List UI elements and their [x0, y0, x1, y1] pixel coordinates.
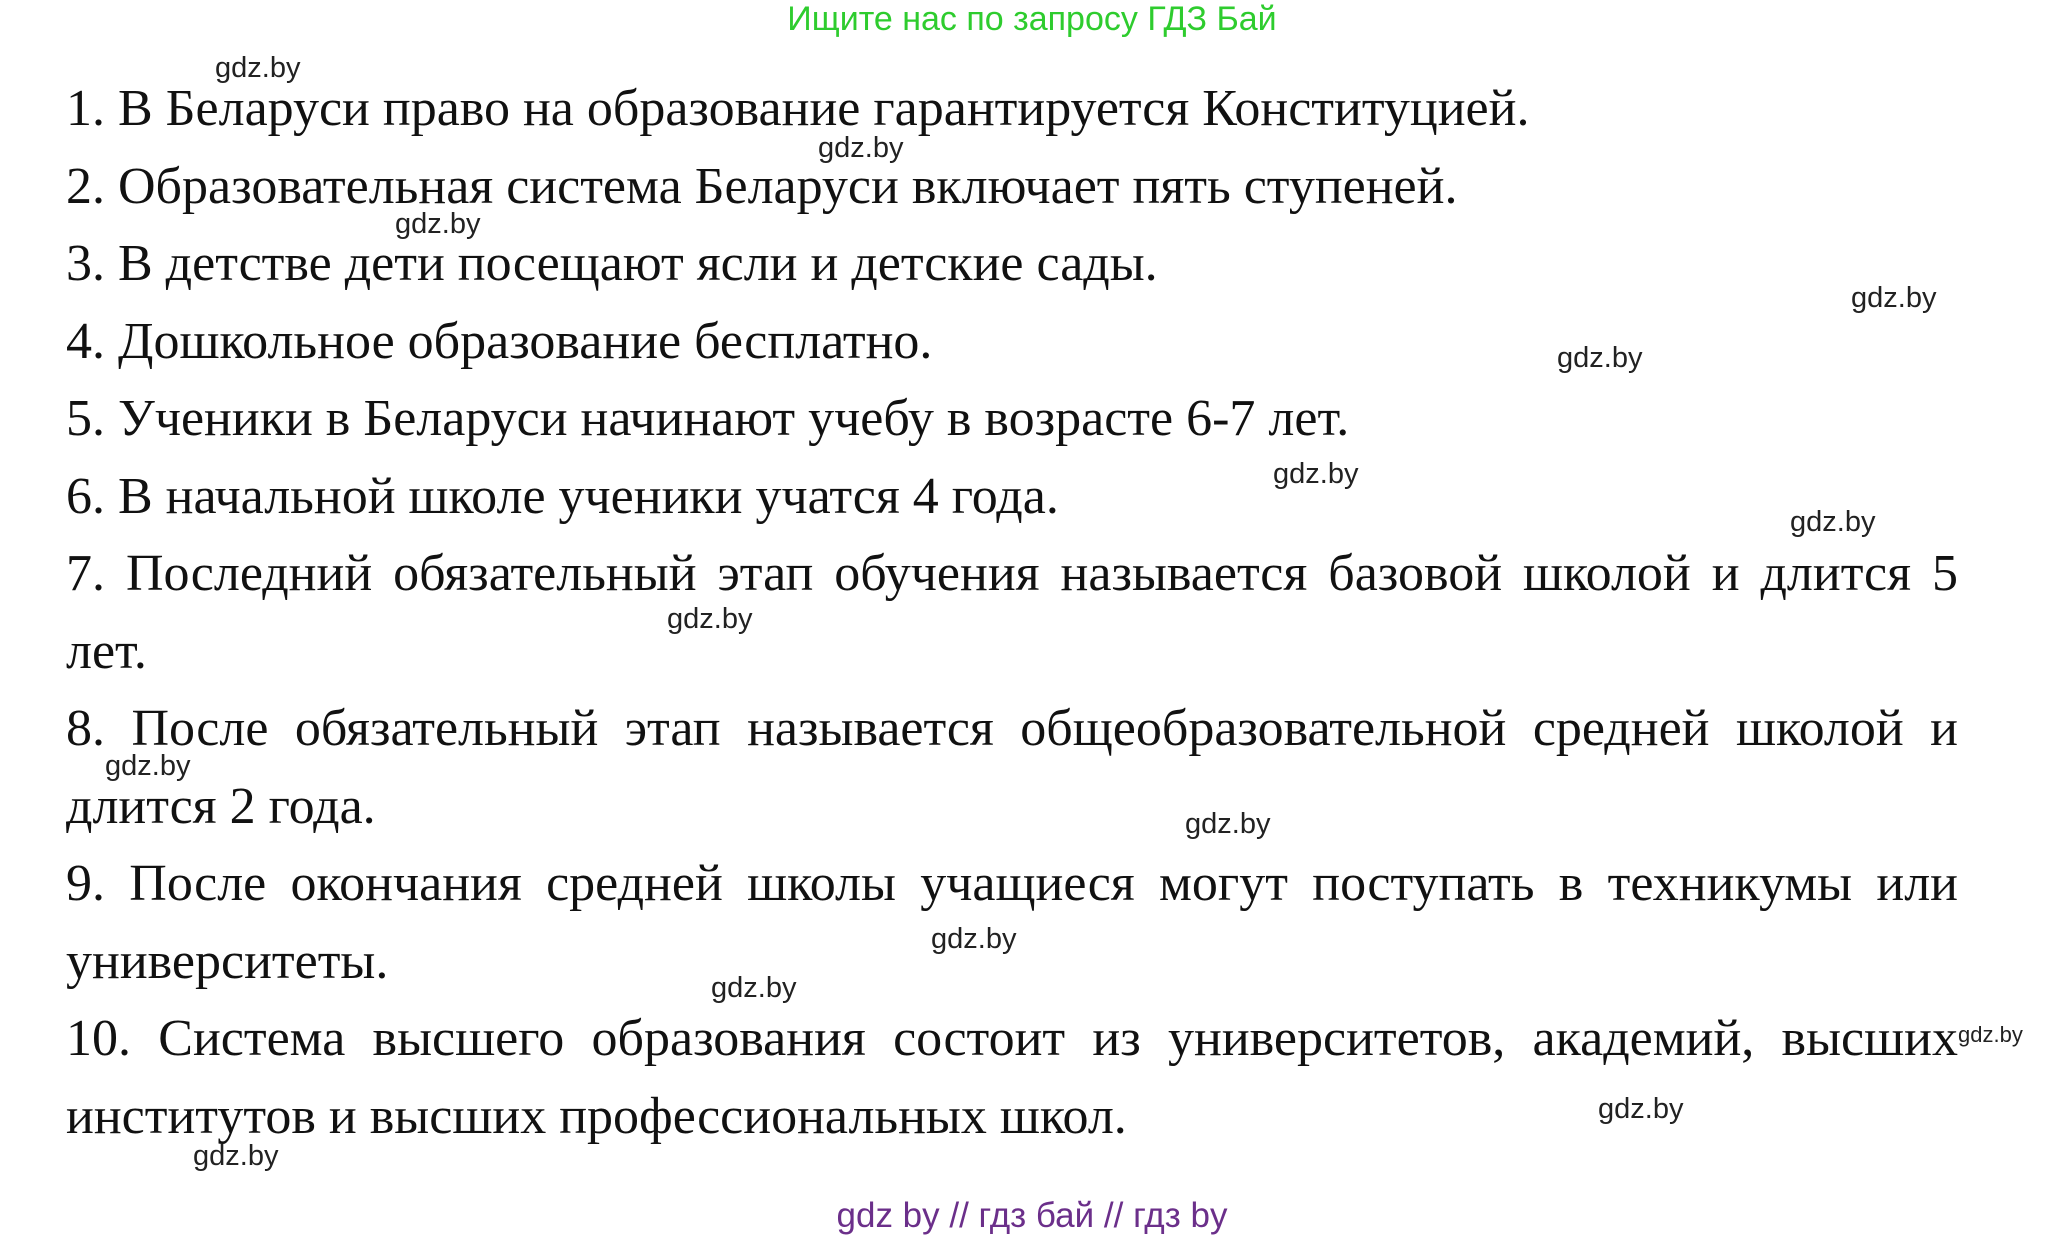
watermark: gdz.by	[818, 132, 904, 164]
watermark: gdz.by	[193, 1140, 279, 1172]
answer-item-1: 1. В Беларуси право на образование гарантируется Конституцией.	[66, 80, 1530, 137]
watermark: gdz.by	[1557, 342, 1643, 374]
answer-item-5: 5. Ученики в Беларуси начинают учебу в возрасте 6-7 лет.	[66, 390, 1350, 447]
watermark: gdz.by	[667, 603, 753, 635]
answer-item-9: 9. После окончания средней школы учащиеся могут поступать в техникумы или университеты.	[66, 855, 1958, 990]
answer-item-4: 4. Дошкольное образование бесплатно.	[66, 312, 933, 370]
watermark: gdz.by	[215, 52, 301, 84]
watermark: gdz.by	[1273, 458, 1359, 490]
watermark: gdz.by	[395, 208, 481, 240]
answer-item-3: 3. В детстве дети посещают ясли и детские сады.	[66, 235, 1158, 292]
header-banner: Ищите нас по запросу ГДЗ Бай	[787, 0, 1277, 38]
answer-item-8: 8. После обязательный этап называется общеобразовательной средней школой и длится 2 года.	[66, 700, 1958, 835]
watermark: gdz.by	[1598, 1093, 1684, 1125]
watermark: gdz.by	[711, 972, 797, 1004]
watermark: gdz.by	[1185, 808, 1271, 840]
watermark: gdz.by	[931, 923, 1017, 955]
watermark: gdz.by	[1851, 282, 1937, 314]
answer-item-7: 7. Последний обязательный этап обучения называется базовой школой и длится 5 лет.	[66, 545, 1958, 680]
watermark: gdz.by	[1958, 1022, 2023, 1047]
answer-item-10: 10. Система высшего образования состоит из университетов, академий, высших институтов и высших профессиональных школ.	[66, 1010, 1958, 1145]
answer-item-6: 6. В начальной школе ученики учатся 4 года.	[66, 467, 1059, 525]
answer-list	[66, 70, 1958, 1155]
watermark: gdz.by	[105, 750, 191, 782]
watermark: gdz.by	[1790, 506, 1876, 538]
footer-banner: gdz by // гдз бай // гдз by	[836, 1196, 1228, 1235]
answer-item-2: 2. Образовательная система Беларуси включает пять ступеней.	[66, 157, 1458, 215]
